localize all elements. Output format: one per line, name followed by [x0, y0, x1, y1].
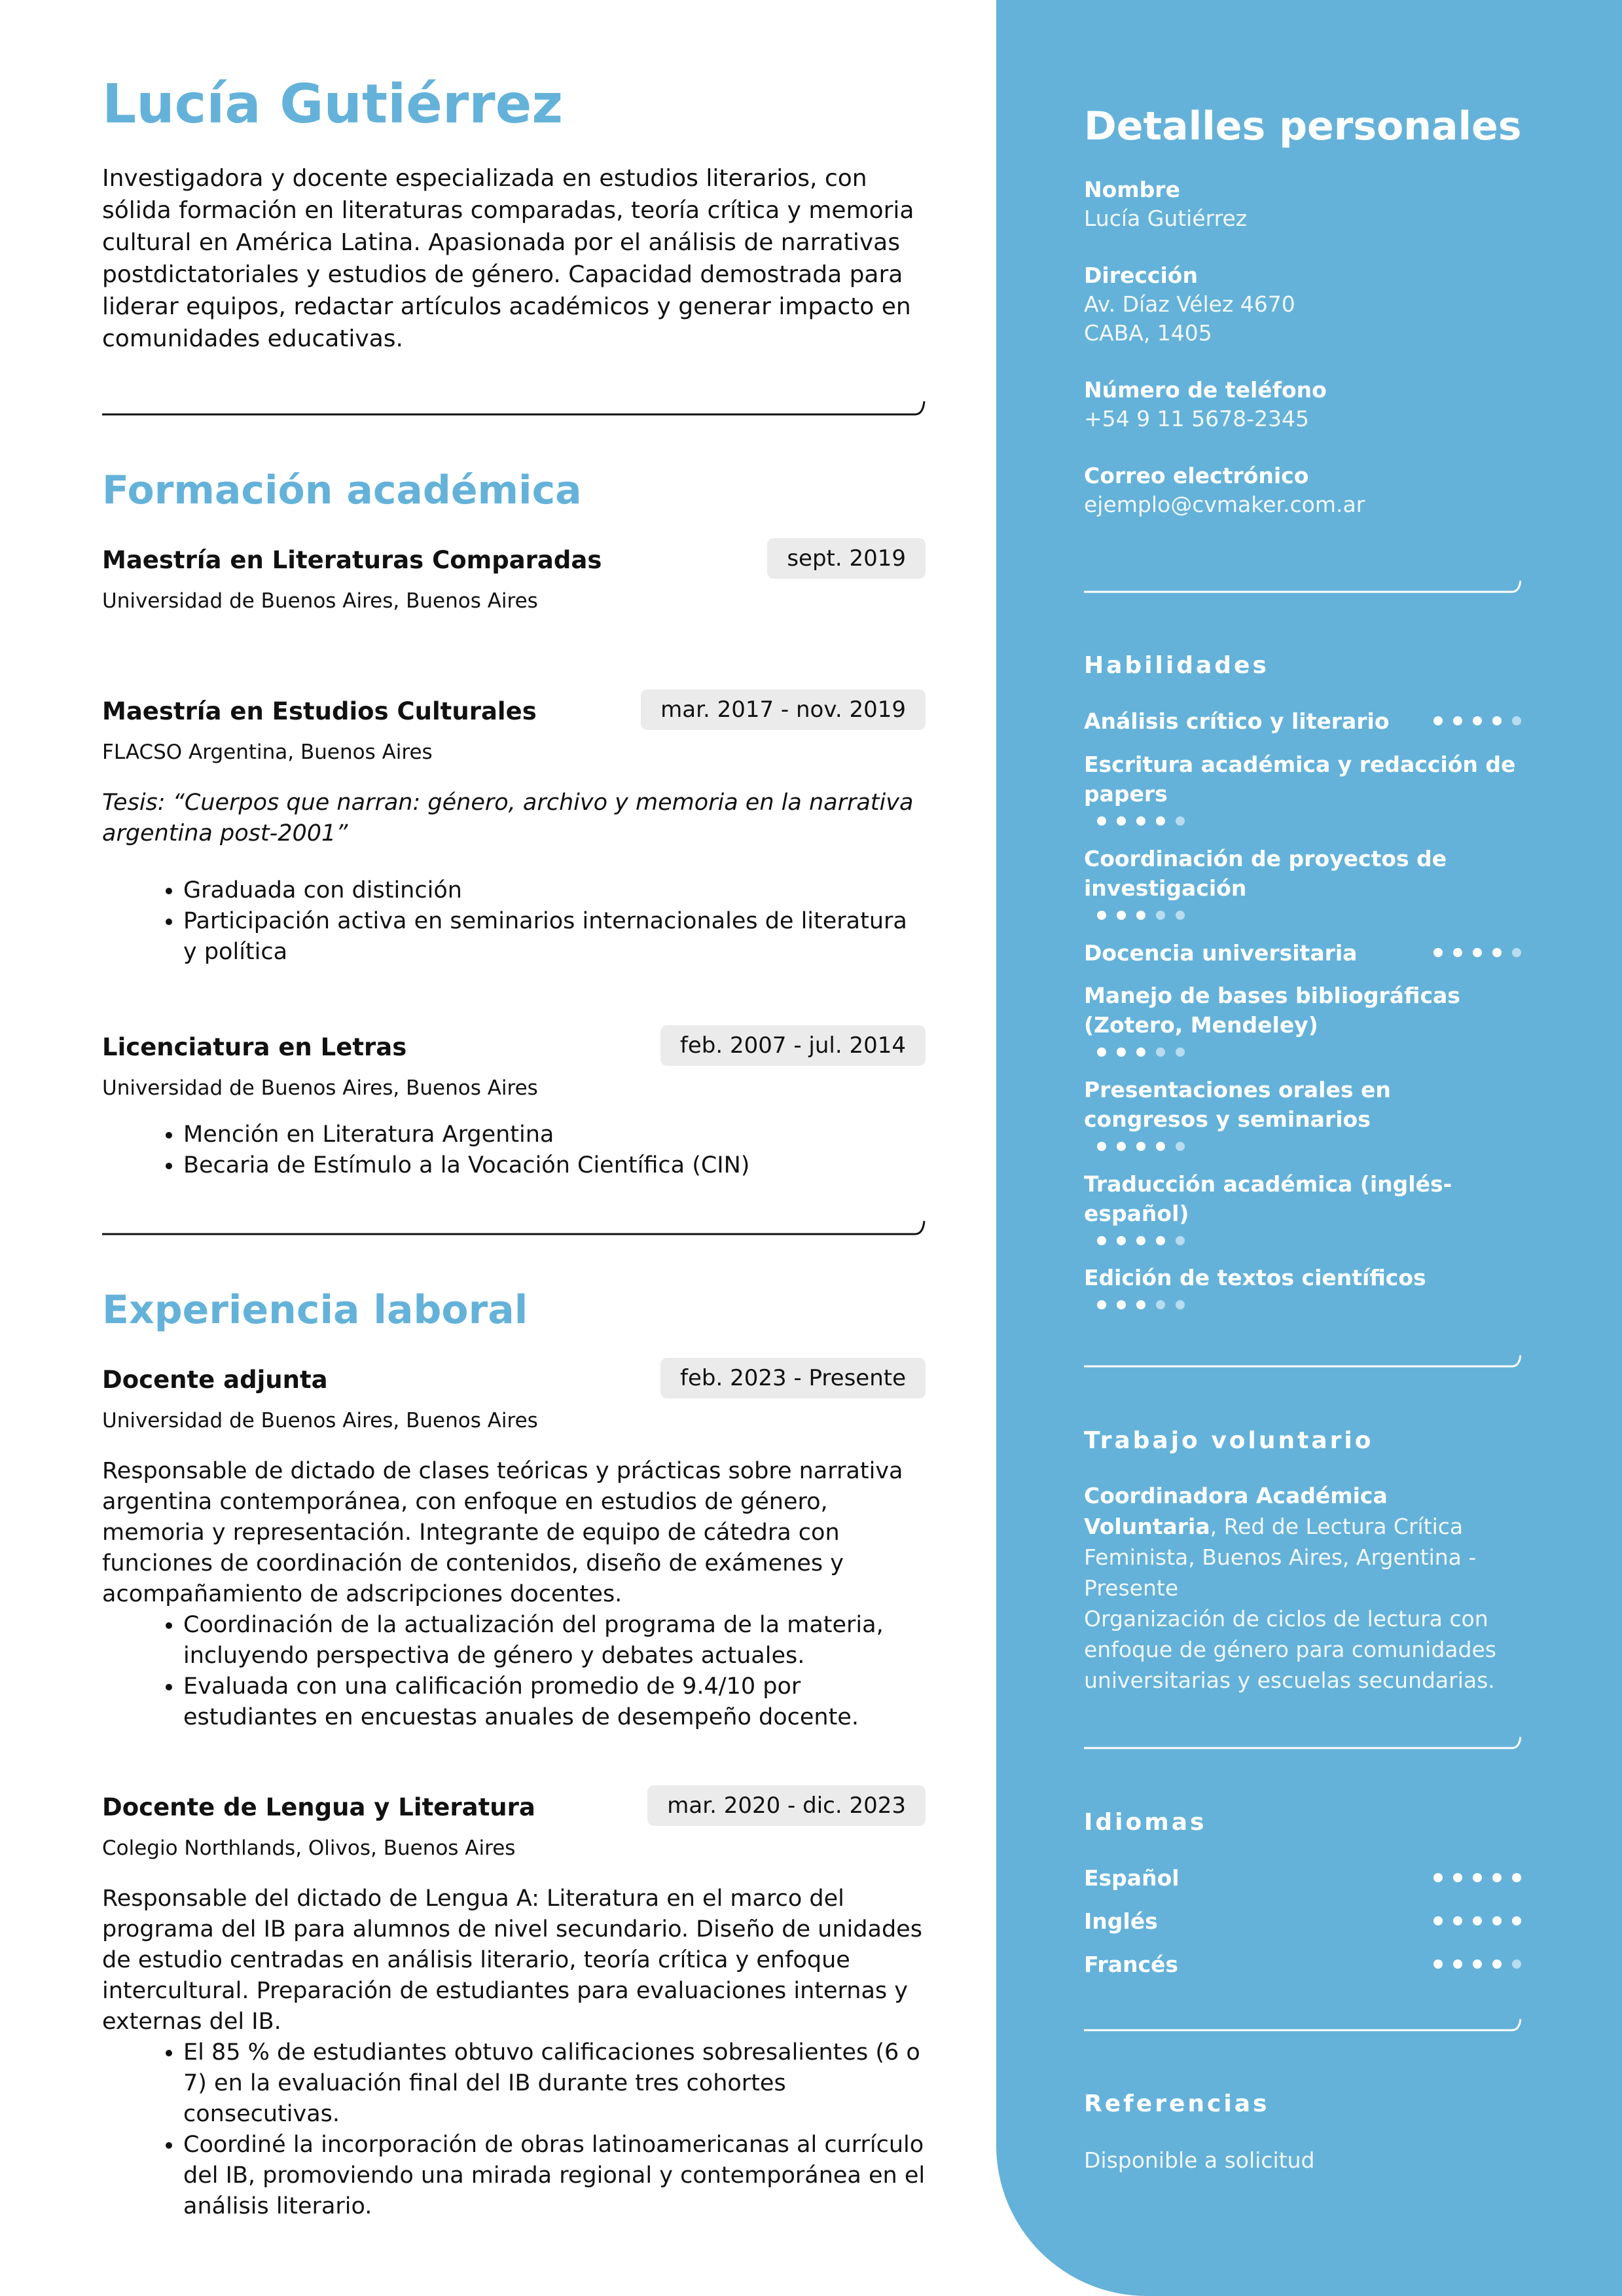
skill-name: Traducción académica (inglés-español) [1084, 1171, 1452, 1226]
detail-label: Número de teléfono [1084, 377, 1327, 403]
list-item: • Becaria de Estímulo a la Vocación Científica (CIN) [183, 1150, 926, 1181]
skill-item [1084, 1075, 1521, 1151]
sidebar-divider [1084, 1349, 1521, 1368]
rating-dot-filled [1473, 1916, 1482, 1925]
institution: Universidad de Buenos Aires, Buenos Aires [102, 589, 538, 613]
language-rating [1433, 1959, 1521, 1969]
rating-dot-filled [1097, 911, 1106, 920]
detail-value: Av. Díaz Vélez 4670 [1084, 291, 1295, 317]
skill-name: Edición de textos científicos [1084, 1265, 1426, 1290]
sidebar-divider [1084, 2013, 1521, 2032]
skill-rating [1084, 1048, 1521, 1057]
section-divider [102, 396, 926, 416]
detail-phone [1084, 376, 1327, 433]
degree-title: Licenciatura en Letras [102, 1033, 407, 1061]
rating-dot-empty [1512, 948, 1521, 957]
volunteer-title: Trabajo voluntario [1084, 1427, 1374, 1454]
date-badge: mar. 2017 - nov. 2019 [641, 689, 926, 730]
rating-dot-empty [1512, 1959, 1521, 1969]
skill-name: Coordinación de proyectos de investigación [1084, 846, 1447, 901]
skill-rating [1084, 1236, 1521, 1245]
references-title: Referencias [1084, 2090, 1270, 2117]
rating-dot-filled [1433, 1873, 1443, 1882]
skill-rating [1084, 1300, 1521, 1309]
detail-label: Dirección [1084, 263, 1198, 288]
detail-value: Lucía Gutiérrez [1084, 206, 1248, 231]
rating-dot-filled [1117, 1300, 1126, 1309]
sidebar-divider [1084, 1730, 1521, 1750]
list-item: • Mención en Literatura Argentina [183, 1120, 926, 1150]
section-divider [102, 1216, 926, 1235]
rating-dot-filled [1453, 948, 1462, 957]
skill-rating [1433, 948, 1521, 957]
skill-name: Presentaciones orales en congresos y seminarios [1084, 1077, 1391, 1132]
experience-entry [102, 1785, 926, 2222]
rating-dot-filled [1512, 1873, 1521, 1882]
list-item: • El 85 % de estudiantes obtuvo calificaciones sobresalientes (6 o 7) en la evaluación final del IB durante tres cohortes consecutivas. [183, 2037, 926, 2130]
rating-dot-filled [1097, 816, 1106, 826]
rating-dot-filled [1433, 948, 1443, 957]
job-description: Responsable del dictado de Lengua A: Literatura en el marco del programa del IB para alumnos de nivel secundario. Diseño de unidades de estudio centradas en análisis literario, teoría crítica y enfoque intercultural. Preparación de estudiantes para evaluaciones internas y externas del IB. [102, 1886, 922, 2035]
education-entry [102, 1025, 926, 1181]
rating-dot-filled [1473, 716, 1482, 725]
list-item: • Coordinación de la actualización del programa de la materia, incluyendo perspectiva de género y debates actuales. [183, 1610, 926, 1671]
rating-dot-filled [1097, 1236, 1106, 1245]
language-name: Francés [1084, 1952, 1179, 1977]
rating-dot-filled [1117, 911, 1126, 920]
rating-dot-empty [1156, 1300, 1165, 1309]
rating-dot-filled [1492, 1873, 1502, 1882]
volunteer-entry [1084, 1480, 1521, 1603]
list-item: • Participación activa en seminarios internacionales de literatura y política [183, 906, 926, 968]
rating-dot-filled [1473, 1959, 1482, 1969]
education-title: Formación académica [102, 467, 582, 513]
education-entry [102, 689, 926, 968]
rating-dot-filled [1117, 1048, 1126, 1057]
rating-dot-filled [1156, 1142, 1165, 1151]
rating-dot-filled [1492, 1959, 1502, 1969]
education-entry [102, 538, 926, 614]
date-badge: feb. 2007 - jul. 2014 [660, 1025, 926, 1066]
employer: Universidad de Buenos Aires, Buenos Aires [102, 1409, 538, 1432]
rating-dot-filled [1136, 911, 1145, 920]
skill-rating [1084, 911, 1521, 920]
languages-title: Idiomas [1084, 1809, 1207, 1836]
skill-rating [1084, 1142, 1521, 1151]
rating-dot-filled [1117, 1236, 1126, 1245]
rating-dot-filled [1492, 1916, 1502, 1925]
detail-label: Correo electrónico [1084, 463, 1309, 488]
rating-dot-filled [1097, 1048, 1106, 1057]
sidebar [996, 0, 1622, 2296]
job-title: Docente de Lengua y Literatura [102, 1793, 535, 1821]
language-item [1084, 1906, 1521, 1937]
volunteer-description: Organización de ciclos de lectura con enfoque de género para comunidades universitarias y escuelas secundarias. [1084, 1606, 1496, 1693]
rating-dot-filled [1136, 1300, 1145, 1309]
rating-dot-filled [1453, 1959, 1462, 1969]
list-item: • Graduada con distinción [183, 875, 926, 906]
skill-item [1084, 1263, 1521, 1309]
candidate-name: Lucía Gutiérrez [102, 73, 564, 136]
detail-value: CABA, 1405 [1084, 320, 1212, 346]
language-name: Inglés [1084, 1908, 1158, 1934]
rating-dot-filled [1136, 1142, 1145, 1151]
job-description: Responsable de dictado de clases teóricas y prácticas sobre narrativa argentina contemporánea, con enfoque en estudios de género, memoria y representación. Integrante de equipo de cátedra con funciones de coordinación de contenidos, diseño de exámenes y acompañamiento de adscripciones docentes. [102, 1458, 903, 1607]
language-item [1084, 1950, 1521, 1980]
rating-dot-filled [1453, 716, 1462, 725]
date-badge: mar. 2020 - dic. 2023 [647, 1785, 926, 1826]
skill-item [1084, 938, 1521, 968]
language-rating [1433, 1873, 1521, 1882]
skill-name: Análisis crítico y literario [1084, 708, 1390, 734]
skill-name: Manejo de bases bibliográficas (Zotero, Mendeley) [1084, 983, 1460, 1038]
skill-item [1084, 1169, 1521, 1245]
detail-value: +54 9 11 5678-2345 [1084, 406, 1309, 431]
rating-dot-empty [1176, 816, 1185, 826]
skill-rating [1084, 816, 1521, 826]
institution: FLACSO Argentina, Buenos Aires [102, 740, 433, 764]
references-text: Disponible a solicitud [1084, 2147, 1315, 2173]
detail-address [1084, 261, 1295, 348]
rating-dot-empty [1176, 911, 1185, 920]
date-badge: sept. 2019 [767, 538, 926, 579]
detail-name [1084, 175, 1247, 233]
language-name: Español [1084, 1865, 1180, 1891]
rating-dot-filled [1473, 948, 1482, 957]
skill-item [1084, 706, 1521, 736]
institution: Universidad de Buenos Aires, Buenos Aires [102, 1076, 538, 1100]
rating-dot-empty [1512, 716, 1521, 725]
skill-name: Docencia universitaria [1084, 940, 1358, 966]
list-item: • Evaluada con una calificación promedio de 9.4/10 por estudiantes en encuestas anuales de desempeño docente. [183, 1671, 926, 1733]
rating-dot-filled [1453, 1916, 1462, 1925]
rating-dot-filled [1156, 1236, 1165, 1245]
degree-title: Maestría en Literaturas Comparadas [102, 546, 602, 574]
skill-item [1084, 981, 1521, 1057]
skills-title: Habilidades [1084, 652, 1269, 679]
date-badge: feb. 2023 - Presente [660, 1358, 926, 1398]
job-title: Docente adjunta [102, 1366, 328, 1394]
rating-dot-filled [1512, 1916, 1521, 1925]
volunteer-role: Coordinadora Académica Voluntaria [1084, 1483, 1388, 1539]
rating-dot-filled [1097, 1300, 1106, 1309]
rating-dot-filled [1433, 1916, 1443, 1925]
rating-dot-filled [1136, 1048, 1145, 1057]
volunteer-org: , Red de Lectura Crítica Feminista, Buenos Aires, Argentina - Presente [1084, 1514, 1477, 1601]
rating-dot-empty [1176, 1236, 1185, 1245]
experience-entry [102, 1358, 926, 1733]
rating-dot-empty [1176, 1300, 1185, 1309]
rating-dot-filled [1156, 816, 1165, 826]
skill-item [1084, 750, 1521, 826]
rating-dot-filled [1433, 1959, 1443, 1969]
personal-details-title: Detalles personales [1084, 103, 1522, 149]
thesis: Tesis: “Cuerpos que narran: género, archivo y memoria en la narrativa argentina post-2001” [102, 790, 914, 847]
rating-dot-empty [1156, 911, 1165, 920]
rating-dot-filled [1492, 716, 1502, 725]
experience-title: Experiencia laboral [102, 1287, 528, 1333]
rating-dot-filled [1473, 1873, 1482, 1882]
employer: Colegio Northlands, Olivos, Buenos Aires [102, 1836, 516, 1860]
degree-title: Maestría en Estudios Culturales [102, 697, 537, 725]
rating-dot-filled [1453, 1873, 1462, 1882]
language-item [1084, 1863, 1521, 1893]
language-rating [1433, 1916, 1521, 1925]
skill-item [1084, 844, 1521, 920]
rating-dot-filled [1136, 816, 1145, 826]
skill-rating [1433, 716, 1521, 725]
profile-summary: Investigadora y docente especializada en estudios literarios, con sólida formación en literaturas comparadas, teoría crítica y memoria cultural en América Latina. Apasionada por el análisis de narrativas postdictatoriales y estudios de género. Capacidad demostrada para liderar equipos, redactar artículos académicos y generar impacto en comunidades educativas. [102, 165, 914, 352]
rating-dot-empty [1176, 1048, 1185, 1057]
rating-dot-filled [1117, 1142, 1126, 1151]
rating-dot-empty [1156, 1048, 1165, 1057]
rating-dot-filled [1433, 716, 1443, 725]
skill-name: Escritura académica y redacción de papers [1084, 752, 1516, 807]
rating-dot-filled [1097, 1142, 1106, 1151]
detail-value: ejemplo@cvmaker.com.ar [1084, 492, 1365, 517]
rating-dot-filled [1492, 948, 1502, 957]
rating-dot-filled [1117, 816, 1126, 826]
sidebar-divider [1084, 574, 1521, 594]
detail-email [1084, 462, 1365, 519]
rating-dot-empty [1176, 1142, 1185, 1151]
rating-dot-filled [1136, 1236, 1145, 1245]
detail-label: Nombre [1084, 177, 1180, 202]
list-item: • Coordiné la incorporación de obras latinoamericanas al currículo del IB, promoviendo una mirada regional y contemporánea en el análisis literario. [183, 2130, 926, 2222]
